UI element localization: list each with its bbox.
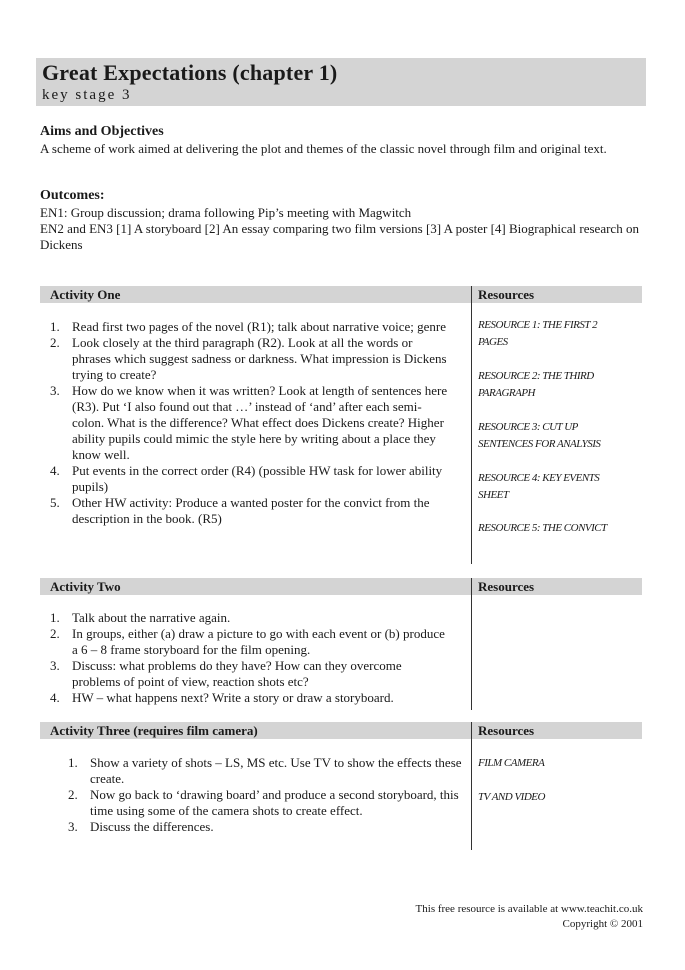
list-item: 3. How do we know when it was written? Look at length of sentences here (R3). Put ‘I also found out that …’ instead of ‘and’ after each semi-colon. What is the difference? What effect does Dickens create? Higher ability pupils could mimic the style here by writing about a place they know well. <box>50 383 448 462</box>
resource-film-camera: FILM CAMERA <box>478 757 545 769</box>
activity-three-title: Activity Three (requires film camera) <box>50 723 258 738</box>
activity-one-list <box>50 319 450 527</box>
resource-1: RESOURCE 1: THE FIRST 2 PAGES <box>478 319 598 348</box>
resource-2: RESOURCE 2: THE THIRD PARAGRAPH <box>478 370 594 399</box>
list-item: 2. In groups, either (a) draw a picture to go with each event or (b) produce a 6 – 8 frame storyboard for the film opening. <box>50 626 445 657</box>
list-item: 4. HW – what happens next? Write a story or draw a storyboard. <box>50 690 394 705</box>
list-item: 1. Read first two pages of the novel (R1); talk about narrative voice; genre <box>50 319 446 334</box>
activity-two-divider <box>471 578 472 710</box>
outcomes-heading: Outcomes: <box>40 188 105 203</box>
aims-section <box>40 124 640 157</box>
list-item: 3. Discuss the differences. <box>68 819 214 834</box>
activity-two-list <box>50 610 450 706</box>
activity-two-title: Activity Two <box>50 579 121 594</box>
document-title: Great Expectations (chapter 1) <box>42 60 338 85</box>
resource-5: RESOURCE 5: THE CONVICT <box>478 522 607 534</box>
activity-one-resources-heading: Resources <box>478 287 535 302</box>
aims-heading: Aims and Objectives <box>40 124 164 139</box>
document-subtitle: key stage 3 <box>42 87 132 103</box>
aims-text: A scheme of work aimed at delivering the plot and themes of the classic novel through film and original text. <box>40 141 607 156</box>
activity-two-header <box>40 578 642 595</box>
outcomes-section <box>40 188 640 253</box>
list-item: 2. Now go back to ‘drawing board’ and produce a second storyboard, this time using some of the camera shots to create effect. <box>68 787 459 818</box>
activity-one-header <box>40 286 642 303</box>
activity-two-resources-heading: Resources <box>478 579 535 594</box>
activity-one-divider <box>471 286 472 564</box>
resource-tv-video: TV AND VIDEO <box>478 791 545 803</box>
activity-three-divider <box>471 722 472 850</box>
list-item: 4. Put events in the correct order (R4) (possible HW task for lower ability pupils) <box>50 463 443 494</box>
footer-availability: This free resource is available at www.teachit.co.uk <box>415 903 643 915</box>
list-item: 1. Show a variety of shots – LS, MS etc. Use TV to show the effects these create. <box>68 755 462 786</box>
outcomes-line-2: EN2 and EN3 [1] A storyboard [2] An essay comparing two film versions [3] A poster [4] Biographical research on Dickens <box>40 221 639 252</box>
activity-three-resources-heading: Resources <box>478 723 535 738</box>
list-item: 1. Talk about the narrative again. <box>50 610 231 625</box>
outcomes-line-1: EN1: Group discussion; drama following Pip’s meeting with Magwitch <box>40 205 412 220</box>
activity-one-title: Activity One <box>50 287 121 302</box>
resource-4: RESOURCE 4: KEY EVENTS SHEET <box>478 472 600 501</box>
list-item: 3. Discuss: what problems do they have? How can they overcome problems of point of view, reaction shots etc? <box>50 658 402 689</box>
list-item: 5. Other HW activity: Produce a wanted poster for the convict from the description in the book. (R5) <box>50 495 430 526</box>
resource-3: RESOURCE 3: CUT UP SENTENCES FOR ANALYSIS <box>478 421 601 450</box>
footer <box>343 902 643 932</box>
activity-three-list <box>68 755 463 835</box>
list-item: 2. Look closely at the third paragraph (R2). Look at all the words or phrases which suggest sadness or darkness. What impression is Dickens trying to create? <box>50 335 447 382</box>
footer-copyright: Copyright © 2001 <box>562 918 643 930</box>
